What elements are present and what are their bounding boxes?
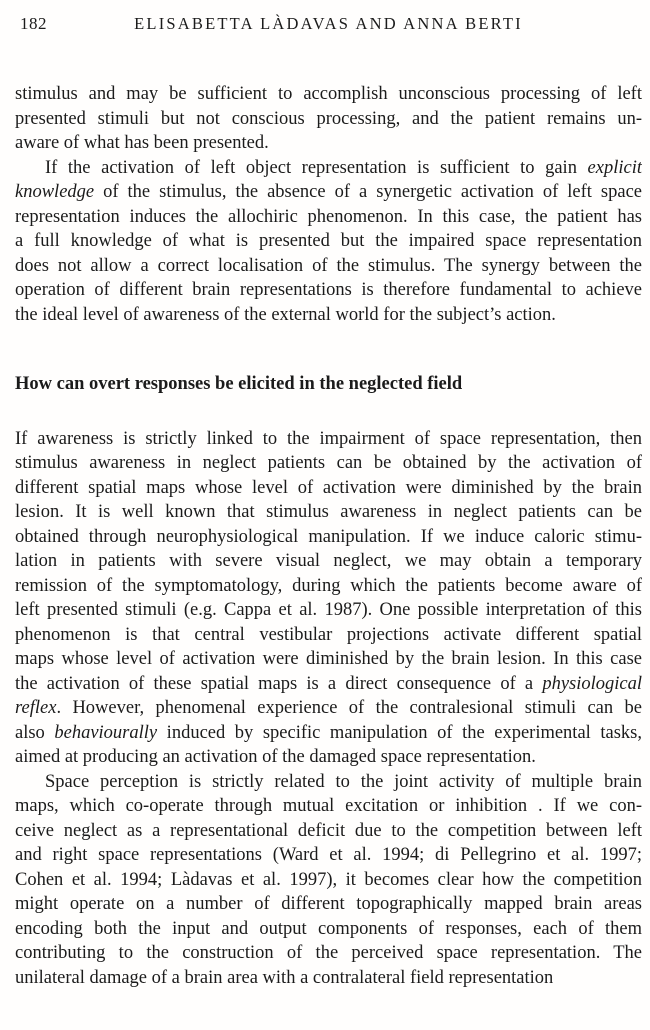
text-segment: contributing to the construction of the perceived space representation. The: [15, 943, 642, 963]
text-segment: of the stimulus, the absence of a synergetic activation of left space: [94, 182, 642, 202]
text-line: [15, 696, 642, 721]
page-body: [15, 82, 642, 990]
text-segment: lesion. It is well known that stimulus awareness in neglect patients can be: [15, 502, 642, 522]
text-line: [15, 156, 642, 181]
text-segment: might operate on a number of different topographically mapped brain areas: [15, 894, 642, 914]
emphasized-text: behaviourally: [54, 722, 158, 743]
section-heading: [15, 372, 642, 397]
text-line: [15, 549, 642, 574]
text-segment: maps whose level of activation were diminished by the brain lesion. In this case: [15, 649, 642, 669]
text-line: [15, 180, 642, 205]
text-line: [15, 843, 642, 868]
text-segment: , it becomes clear how the competition: [332, 869, 642, 890]
text-segment: encoding both the input and output components of responses, each of them: [15, 918, 642, 939]
text-segment: also: [15, 722, 55, 743]
text-line: [15, 647, 642, 672]
text-line: [15, 794, 642, 819]
text-segment: a full knowledge of what is presented but the impaired space representation: [15, 231, 642, 251]
text-line: [15, 917, 642, 942]
text-segment: remission of the symptomatology, during which the patients become aware of: [15, 575, 642, 596]
text-line: [15, 107, 642, 132]
text-segment: lation in patients with severe visual neglect, we may obtain a temporary: [15, 551, 642, 571]
text-line: [15, 372, 642, 397]
text-line: [15, 229, 642, 254]
text-segment: stimulus awareness in neglect patients can be obtained by the activation of: [15, 453, 642, 473]
text-segment: does not allow a correct localisation of the stimulus. The synergy between the: [15, 255, 642, 276]
text-segment: ceive neglect as a representational deficit due to the competition between left: [15, 820, 642, 841]
text-segment: presented stimuli but not conscious processing, and the patient remains un-: [15, 108, 642, 129]
text-segment: and right space representations (: [15, 845, 279, 865]
text-line: [15, 303, 642, 328]
text-segment: stimulus and may be sufficient to accomplish unconscious processing of left: [15, 84, 642, 104]
text-segment: How can overt responses be elicited in the neglected field: [15, 374, 463, 394]
text-line: [15, 278, 642, 303]
text-segment: representation induces the allochiric phenomenon. In this case, the patient has: [15, 206, 642, 227]
text-line: [15, 254, 642, 279]
text-segment: phenomenon is that central vestibular projections activate different spatial: [15, 624, 642, 645]
emphasized-text: physiological: [542, 673, 642, 694]
text-line: [15, 966, 642, 991]
text-line: [15, 476, 642, 501]
text-line: [15, 82, 642, 107]
text-line: [15, 672, 642, 697]
text-segment: Ward et al. 1994; di Pellegrino et al. 1997;: [278, 845, 642, 865]
text-line: [15, 892, 642, 917]
text-line: [15, 745, 642, 770]
paragraph: [15, 156, 642, 328]
text-line: [15, 721, 642, 746]
page-number: 182: [20, 14, 47, 33]
text-line: [15, 131, 642, 156]
text-segment: induced by specific manipulation of the experimental tasks,: [157, 722, 642, 743]
text-line: [15, 451, 642, 476]
text-segment: different spatial maps whose level of activation were diminished by the brain: [15, 477, 642, 498]
text-line: [15, 868, 642, 893]
text-line: [15, 574, 642, 599]
text-segment: Cohen et al. 1994; Làdavas et al. 1997): [15, 869, 333, 890]
running-head: ELISABETTA LÀDAVAS AND ANNA BERTI: [134, 14, 523, 33]
text-segment: unilateral damage of a brain area with a contralateral field representation: [15, 967, 554, 988]
text-line: [15, 623, 642, 648]
text-segment: the ideal level of awareness of the external world for the subject’s action.: [15, 304, 556, 325]
emphasized-text: explicit: [587, 157, 642, 178]
paragraph: [15, 427, 642, 770]
text-segment: operation of different brain representations is therefore fundamental to achieve: [15, 280, 642, 300]
text-line: [15, 205, 642, 230]
text-segment: Space perception is strictly related to the joint activity of multiple brain: [45, 771, 642, 792]
page-header: [15, 14, 642, 36]
text-line: [15, 770, 642, 795]
text-segment: left presented stimuli (e.g. Cappa et al. 1987). One possible interpretation of this: [15, 600, 642, 620]
text-line: [15, 598, 642, 623]
text-line: [15, 427, 642, 452]
text-segment: maps, which co-operate through mutual excitation or inhibition . If we con-: [15, 796, 642, 816]
paragraph: [15, 82, 642, 156]
text-segment: . However, phenomenal experience of the contralesional stimuli can be: [56, 698, 642, 718]
emphasized-text: knowledge: [15, 182, 95, 202]
text-line: [15, 941, 642, 966]
text-segment: If the activation of left object representation is sufficient to gain: [45, 157, 588, 178]
text-segment: aimed at producing an activation of the damaged space representation.: [15, 747, 536, 767]
text-segment: aware of what has been presented.: [15, 133, 269, 153]
text-segment: obtained through neurophysiological manipulation. If we induce caloric stimu-: [15, 526, 642, 547]
emphasized-text: reflex: [15, 698, 57, 718]
text-line: [15, 525, 642, 550]
text-line: [15, 819, 642, 844]
text-segment: If awareness is strictly linked to the impairment of space representation, then: [15, 428, 642, 449]
paragraph: [15, 770, 642, 991]
text-segment: the activation of these spatial maps is a direct consequence of a: [15, 673, 543, 694]
text-line: [15, 500, 642, 525]
